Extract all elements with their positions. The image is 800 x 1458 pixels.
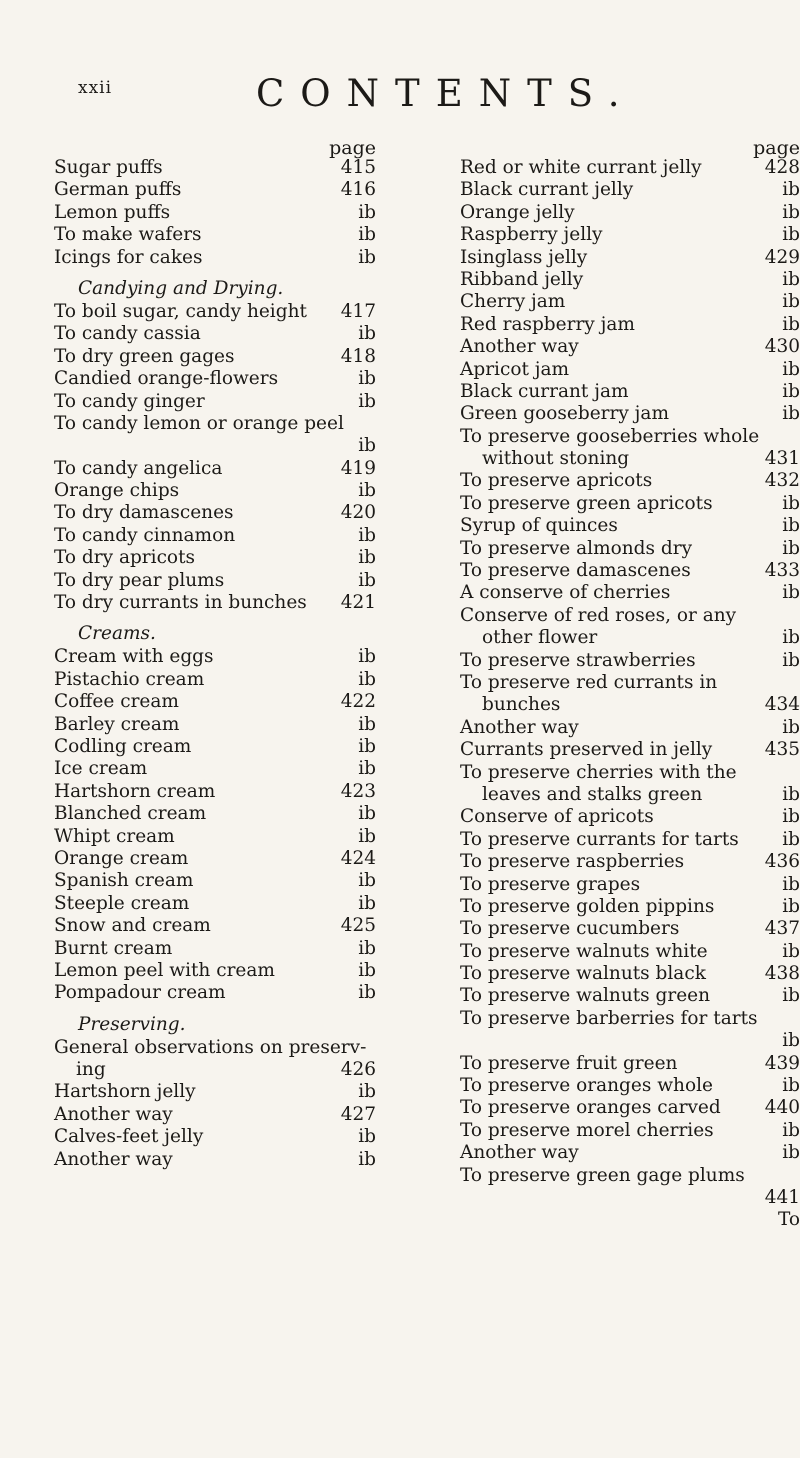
contents-entry [460,448,800,470]
entry-page-number: 426 [340,1059,376,1081]
entry-page-number: ib [782,403,800,425]
entry-page-number: ib [358,870,376,892]
entry-page-number: 437 [764,918,800,940]
entry-title: To candy cinnamon [54,524,236,546]
entry-title: without stoning [482,448,630,470]
contents-entry [54,368,394,390]
entry-page-number: 441 [764,1186,800,1208]
contents-entry [54,982,394,1004]
entry-page-number: ib [358,803,376,825]
contents-entry [460,1008,800,1030]
entry-page-number: 420 [340,502,376,524]
contents-entry [460,605,800,627]
entry-page-number: 438 [764,963,800,985]
entry-title: To preserve barberries for tarts [460,1007,758,1029]
entry-page-number: ib [782,940,800,962]
contents-entry [460,247,800,269]
entry-title: other flower [482,627,598,649]
entry-title: To dry currants in bunches [54,592,307,614]
section-heading: Preserving. [78,1013,186,1035]
entry-page-number: 433 [764,560,800,582]
contents-entry [54,391,394,413]
entry-title: To preserve oranges whole [460,1075,713,1097]
contents-entry [54,224,394,246]
entry-title: German puffs [54,179,182,201]
contents-entry [460,717,800,739]
entry-title: A conserve of cherries [460,582,671,604]
contents-entry [460,291,800,313]
contents-entry [460,202,800,224]
contents-entry [460,762,800,784]
entry-page-number: ib [358,323,376,345]
contents-entry [54,826,394,848]
contents-entry [460,1165,800,1187]
contents-entry [54,179,394,201]
entry-title: To preserve morel cherries [460,1119,714,1141]
entry-page-number: ib [782,201,800,223]
entry-page-number: 423 [340,780,376,802]
contents-entry [460,515,800,537]
entry-title: Another way [54,1103,173,1125]
contents-entry [54,547,394,569]
contents-entry [54,1059,394,1081]
contents-entry [54,646,394,668]
entry-title: ing [76,1059,106,1081]
entry-title: To preserve golden pippins [460,895,715,917]
contents-entry [460,224,800,246]
entry-title: To preserve red currants in [460,671,718,693]
contents-entry [460,896,800,918]
entry-page-number: 417 [340,300,376,322]
entry-page-number: ib [358,713,376,735]
entry-title: Lemon peel with cream [54,959,275,981]
entry-title: To preserve cherries with the [460,761,737,783]
entry-page-number: ib [782,895,800,917]
entry-page-number: 436 [764,851,800,873]
contents-entry [54,1104,394,1126]
entry-page-number: To [777,1209,800,1231]
entry-title: Ice cream [54,758,148,780]
entry-title: Steeple cream [54,892,190,914]
entry-title: Sugar puffs [54,157,163,178]
entry-page-number: 434 [764,694,800,716]
contents-entry [54,1149,394,1171]
entry-title: Pompadour cream [54,982,226,1004]
contents-entry [460,582,800,604]
entry-page-number: ib [358,1081,376,1103]
contents-entry [54,157,394,179]
entry-title: Pistachio cream [54,668,205,690]
entry-page-number: ib [782,515,800,537]
contents-entry [54,736,394,758]
contents-entry [460,179,800,201]
entry-title: Apricot jam [460,358,570,380]
contents-entry [54,893,394,915]
entry-page-number: ib [358,1148,376,1170]
contents-entry [460,1075,800,1097]
entry-page-number: ib [358,547,376,569]
entry-title: To preserve currants for tarts [460,828,739,850]
contents-entry [54,1037,394,1059]
contents-entry [54,413,394,435]
entry-page-number: ib [358,368,376,390]
entry-title: Another way [460,716,579,738]
entry-page-number: ib [358,569,376,591]
entry-title: Raspberry jelly [460,224,603,246]
entry-page-number: ib [358,825,376,847]
entry-page-number: ib [782,783,800,805]
entry-title: To preserve damascenes [460,560,691,582]
entry-page-number: ib [782,873,800,895]
entry-title: Syrup of quinces [460,515,618,537]
entry-title: Snow and cream [54,915,211,937]
contents-entry [54,502,394,524]
entry-page-number: 439 [764,1052,800,1074]
contents-entry [54,480,394,502]
entry-title: Red or white currant jelly [460,157,702,178]
entry-page-number: 431 [764,448,800,470]
contents-entry [460,560,800,582]
entry-title: Icings for cakes [54,246,203,268]
contents-entry [54,458,394,480]
contents-entry [54,592,394,614]
contents-column-right [460,137,800,1232]
contents-entry [460,1120,800,1142]
entry-title: General observations on preserv- [54,1036,367,1058]
column-page-heading: page [753,137,800,159]
contents-entry [460,1030,800,1052]
entry-title: Another way [460,336,579,358]
entry-page-number: ib [782,828,800,850]
entry-title: To dry pear plums [54,569,225,591]
contents-entry [54,247,394,269]
entry-title: To candy angelica [54,457,223,479]
contents-entry [460,336,800,358]
section-heading: Creams. [78,623,156,645]
entry-title: Candied orange-flowers [54,368,279,390]
entry-page-number: 422 [340,691,376,713]
entry-title: leaves and stalks green [482,783,703,805]
entry-page-number: ib [358,435,376,457]
contents-entry [460,314,800,336]
entry-title: Cream with eggs [54,646,214,668]
entry-title: Barley cream [54,713,180,735]
entry-page-number: ib [358,735,376,757]
entry-title: To preserve almonds dry [460,537,693,559]
entry-title: To candy lemon or orange peel [54,412,344,434]
entry-title: To preserve cucumbers [460,918,680,940]
entry-page-number: ib [358,246,376,268]
entry-page-number: ib [782,1142,800,1164]
contents-entry [460,918,800,940]
entry-title: Burnt cream [54,937,173,959]
entry-page-number: ib [782,806,800,828]
entry-page-number: ib [358,758,376,780]
entry-page-number: ib [782,268,800,290]
column-page-heading: page [329,137,376,159]
contents-entry [460,874,800,896]
contents-entry [460,650,800,672]
entry-title: Conserve of red roses, or any [460,604,737,626]
contents-entry [54,691,394,713]
contents-entry [460,470,800,492]
entry-page-number: ib [358,959,376,981]
contents-entry [460,1209,800,1231]
entry-title: Black currant jelly [460,179,634,201]
entry-title: To candy cassia [54,323,201,345]
entry-title: Green gooseberry jam [460,403,669,425]
entry-page-number: ib [358,646,376,668]
entry-page-number: ib [358,937,376,959]
contents-entry [460,985,800,1007]
contents-entry [54,915,394,937]
contents-entry [460,1187,800,1209]
entry-title: To make wafers [54,224,202,246]
contents-entry [460,963,800,985]
entry-title: Another way [54,1148,173,1170]
entry-title: To dry damascenes [54,502,234,524]
entry-page-number: 419 [340,457,376,479]
entry-title: To dry green gages [54,345,235,367]
contents-entry [460,784,800,806]
entry-page-number: ib [782,1030,800,1052]
entry-page-number: ib [782,291,800,313]
entry-page-number: 432 [764,470,800,492]
entry-title: Coffee cream [54,691,179,713]
contents-entry [460,359,800,381]
entry-page-number: ib [782,358,800,380]
contents-entry [460,739,800,761]
entry-title: Lemon puffs [54,201,171,223]
contents-entry [54,525,394,547]
entry-title: Black currant jam [460,380,629,402]
contents-entry [460,403,800,425]
contents-entry [460,157,800,179]
entry-page-number: ib [782,380,800,402]
entry-title: Ribband jelly [460,268,584,290]
entry-title: To preserve walnuts white [460,940,708,962]
entry-title: To preserve strawberries [460,649,696,671]
contents-entry [54,323,394,345]
contents-entry [54,669,394,691]
entry-title: Orange chips [54,480,180,502]
contents-entry [460,426,800,448]
entry-title: To preserve apricots [460,470,653,492]
entry-title: Whipt cream [54,825,175,847]
entry-page-number: 428 [764,157,800,178]
contents-entry [54,301,394,323]
entry-title: Orange jelly [460,201,575,223]
entry-title: Orange cream [54,847,189,869]
entry-title: Hartshorn jelly [54,1081,196,1103]
entry-title: To candy ginger [54,390,205,412]
entry-page-number: ib [358,480,376,502]
contents-entry [54,714,394,736]
entry-page-number: ib [358,524,376,546]
entry-title: To preserve green apricots [460,492,713,514]
contents-entry [54,870,394,892]
contents-entry [460,627,800,649]
contents-entry [54,346,394,368]
contents-entry [460,269,800,291]
entry-title: Currants preserved in jelly [460,739,713,761]
entry-title: Cherry jam [460,291,566,313]
entry-title: Calves-feet jelly [54,1126,204,1148]
entry-page-number: ib [782,1119,800,1141]
entry-page-number: 440 [764,1097,800,1119]
entry-page-number: 430 [764,336,800,358]
entry-page-number: ib [782,582,800,604]
entry-page-number: ib [782,492,800,514]
entry-page-number: ib [782,537,800,559]
entry-page-number: ib [358,390,376,412]
entry-page-number: 424 [340,847,376,869]
entry-page-number: ib [782,649,800,671]
entry-page-number: 418 [340,345,376,367]
contents-entry [54,1081,394,1103]
entry-page-number: 425 [340,915,376,937]
entry-page-number: ib [782,179,800,201]
contents-entry [54,781,394,803]
entry-title: To preserve oranges carved [460,1097,721,1119]
entry-title: Hartshorn cream [54,780,216,802]
entry-title: To preserve grapes [460,873,641,895]
contents-entry [54,570,394,592]
entry-page-number: ib [358,668,376,690]
contents-entry [54,803,394,825]
entry-title: To preserve walnuts black [460,963,706,985]
entry-page-number: ib [782,313,800,335]
contents-entry [54,848,394,870]
entry-page-number: ib [358,1126,376,1148]
entry-page-number: ib [782,1075,800,1097]
entry-page-number: ib [782,627,800,649]
contents-entry [460,672,800,694]
entry-title: To preserve gooseberries whole [460,425,760,447]
contents-entry [460,538,800,560]
contents-entry [460,941,800,963]
contents-entry [54,435,394,457]
entry-title: Blanched cream [54,803,207,825]
page-number: xxii [78,78,113,98]
entry-page-number: 416 [340,179,376,201]
entry-title: Spanish cream [54,870,194,892]
contents-entry [54,960,394,982]
entry-title: Another way [460,1142,579,1164]
entry-page-number: ib [782,985,800,1007]
entry-page-number: 429 [764,246,800,268]
entry-title: Codling cream [54,735,192,757]
entry-page-number: 435 [764,739,800,761]
page-header [0,72,800,115]
entry-page-number: ib [358,982,376,1004]
entry-title: Isinglass jelly [460,246,588,268]
contents-entry [460,851,800,873]
entry-title: To boil sugar, candy height [54,300,307,322]
entry-page-number: ib [358,892,376,914]
entry-title: Red raspberry jam [460,313,635,335]
contents-entry [460,1053,800,1075]
entry-title: To preserve walnuts green [460,985,711,1007]
contents-entry [460,493,800,515]
contents-entry [54,202,394,224]
entry-title: bunches [482,694,561,716]
entry-title: To preserve fruit green [460,1052,678,1074]
entry-page-number: ib [782,716,800,738]
contents-entry [54,1126,394,1148]
contents-entry [54,938,394,960]
contents-entry [460,806,800,828]
contents-entry [460,1097,800,1119]
contents-column-left [54,137,394,1171]
entry-page-number: ib [782,224,800,246]
entry-page-number: 421 [340,592,376,614]
contents-entry [460,829,800,851]
entry-page-number: 427 [340,1103,376,1125]
contents-entry [460,1142,800,1164]
entry-title: Conserve of apricots [460,806,654,828]
entry-page-number: 415 [340,157,376,178]
contents-entry [460,381,800,403]
entry-title: To preserve raspberries [460,851,685,873]
section-heading: Candying and Drying. [78,277,284,299]
page-title: CONTENTS. [256,72,636,115]
entry-title: To dry apricots [54,547,195,569]
entry-page-number: ib [358,224,376,246]
entry-title: To preserve green gage plums [460,1164,745,1186]
entry-page-number: ib [358,201,376,223]
contents-entry [54,758,394,780]
contents-entry [460,694,800,716]
